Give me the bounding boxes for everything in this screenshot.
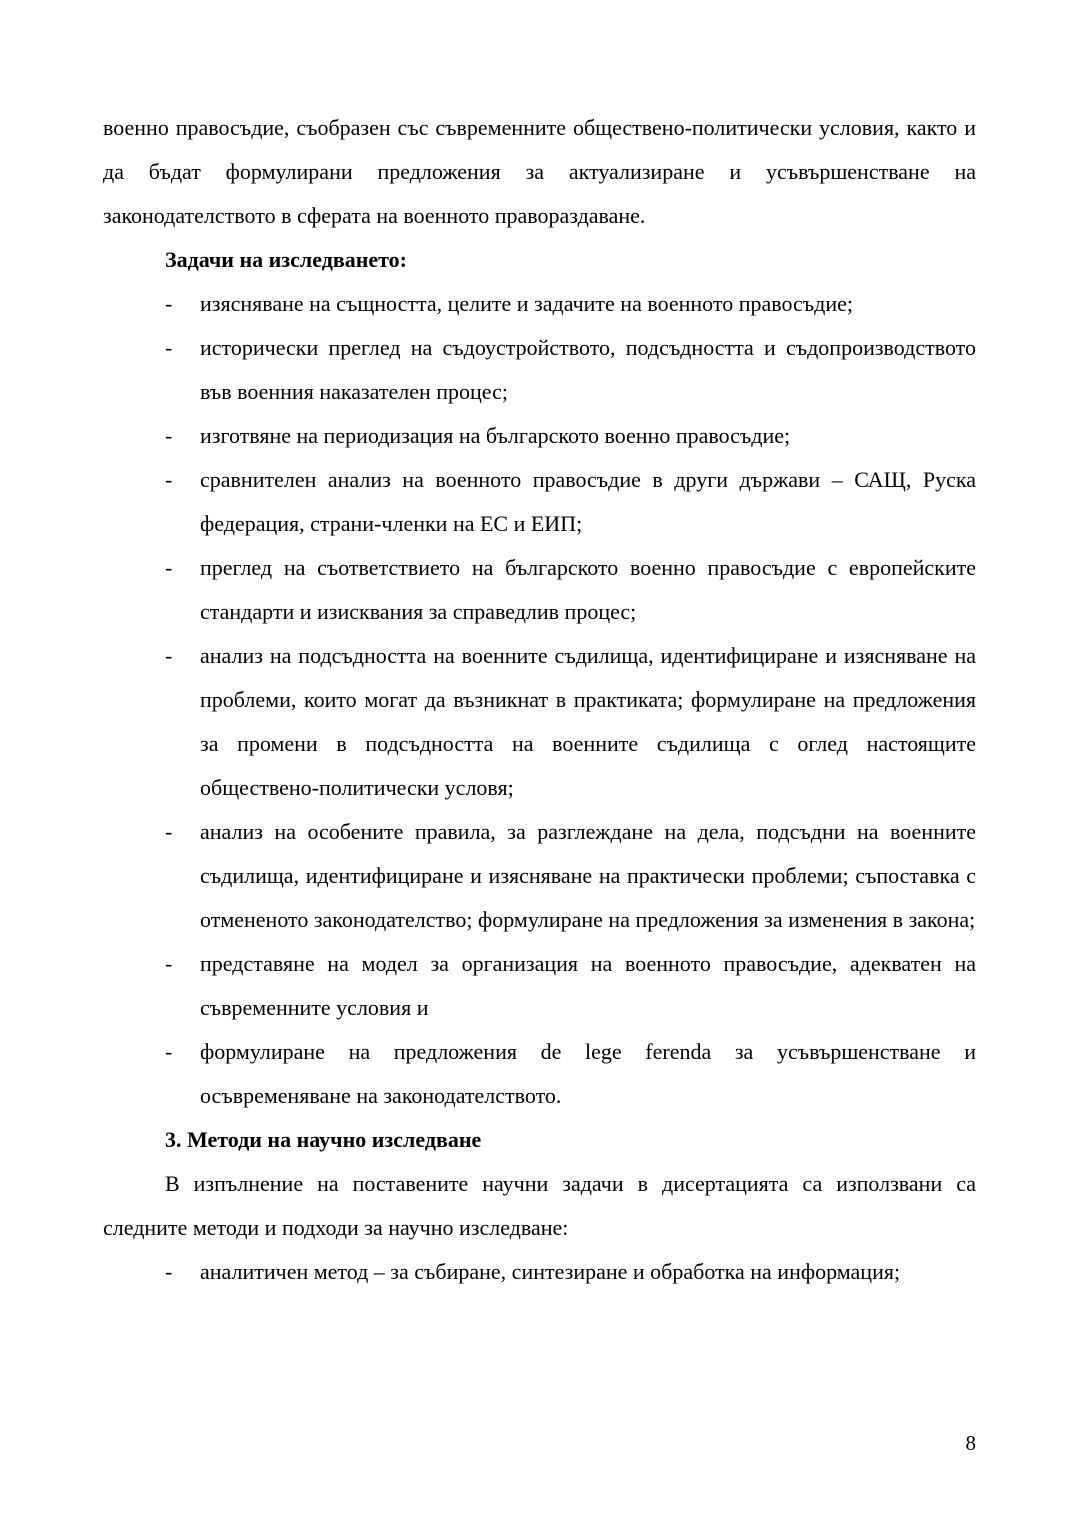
list-item-text: изясняване на същността, целите и задачите на военното правосъдие; bbox=[200, 291, 853, 316]
list-item-text: формулиране на предложения de lege ferenda за усъвършенстване и осъвременяване на законодателството. bbox=[200, 1039, 976, 1108]
dash-marker: - bbox=[165, 951, 173, 976]
intro-paragraph: военно правосъдие, съобразен със съвременните обществено-политически условия, както и да бъдат формулирани предложения за актуализиране и усъвършенстване на законодателството в сферата на военното правораздаване. bbox=[103, 115, 976, 228]
list-item bbox=[103, 546, 976, 634]
tasks-list bbox=[103, 282, 976, 1118]
dash-marker: - bbox=[165, 643, 173, 668]
list-item-text: исторически преглед на съдоустройството, подсъдността и съдопроизводството във военния наказателен процес; bbox=[200, 335, 976, 404]
list-item bbox=[103, 810, 976, 942]
list-item bbox=[103, 942, 976, 1030]
methods-list bbox=[103, 1250, 976, 1294]
list-item-text: анализ на подсъдността на военните съдилища, идентифициране и изясняване на проблеми, които могат да възникнат в практиката; формулиране на предложения за промени в подсъдността на военните съдилища с оглед настоящите обществено-политически условя; bbox=[200, 643, 976, 800]
list-item-text: аналитичен метод – за събиране, синтезиране и обработка на информация; bbox=[200, 1259, 901, 1284]
tasks-heading: Задачи на изследването: bbox=[165, 247, 408, 272]
list-item bbox=[103, 634, 976, 810]
page-content bbox=[103, 106, 976, 1294]
list-item-text: преглед на съответствието на българското военно правосъдие с европейските стандарти и изисквания за справедлив процес; bbox=[200, 555, 976, 624]
dash-marker: - bbox=[165, 335, 173, 360]
list-item bbox=[103, 326, 976, 414]
dash-marker: - bbox=[165, 1259, 173, 1284]
list-item-text: представяне на модел за организация на военното правосъдие, адекватен на съвременните условия и bbox=[200, 951, 976, 1020]
list-item-text: сравнителен анализ на военното правосъдие в други държави – САЩ, Руска федерация, страни-членки на ЕС и ЕИП; bbox=[200, 467, 976, 536]
page-number: 8 bbox=[965, 1431, 976, 1455]
dash-marker: - bbox=[165, 1039, 173, 1064]
list-item bbox=[103, 458, 976, 546]
list-item bbox=[103, 1030, 976, 1118]
list-item bbox=[103, 282, 976, 326]
list-item bbox=[103, 1250, 976, 1294]
dash-marker: - bbox=[165, 291, 173, 316]
dash-marker: - bbox=[165, 423, 173, 448]
list-item-text: изготвяне на периодизация на българското военно правосъдие; bbox=[200, 423, 791, 448]
dash-marker: - bbox=[165, 467, 173, 492]
list-item bbox=[103, 414, 976, 458]
methods-heading: 3. Методи на научно изследване bbox=[165, 1127, 482, 1152]
list-item-text: анализ на особените правила, за разглеждане на дела, подсъдни на военните съдилища, идентифициране и изясняване на практически проблеми; съпоставка с отмененото законодателство; формулиране на предложения за изменения в закона; bbox=[200, 819, 976, 932]
methods-intro-paragraph: В изпълнение на поставените научни задачи в дисертацията са използвани са следните методи и подходи за научно изследване: bbox=[103, 1171, 976, 1240]
dash-marker: - bbox=[165, 819, 173, 844]
dash-marker: - bbox=[165, 555, 173, 580]
